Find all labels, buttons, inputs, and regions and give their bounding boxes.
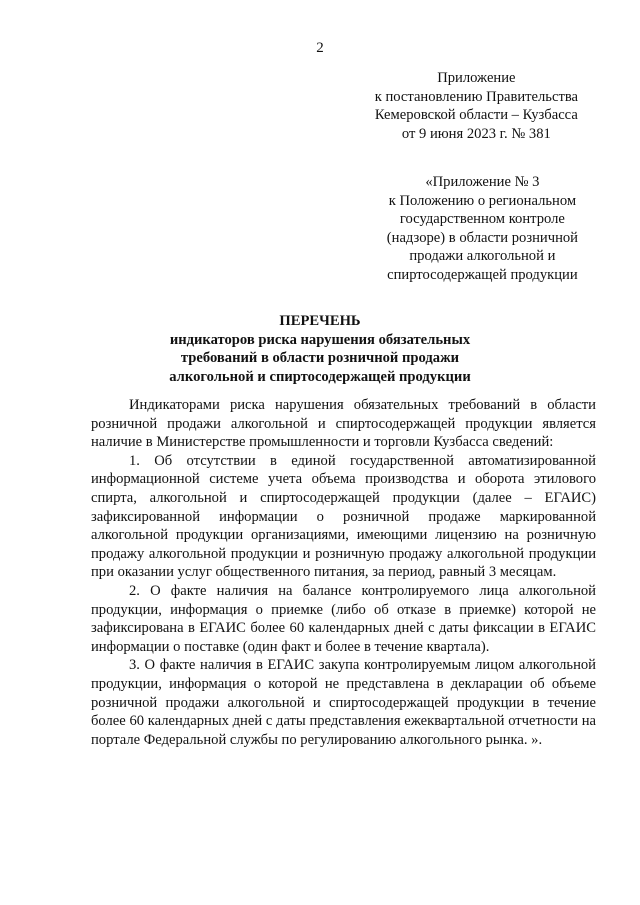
body-paragraph-intro: Индикаторами риска нарушения обязательных требований в области розничной продажи алкогольной и спиртосодержащей продукции является наличие в Министерстве промышленности и торговли Кузбасса сведений:: [91, 397, 596, 451]
appendix-reference-line: «Приложение № 3: [425, 174, 540, 190]
document-title: [0, 312, 640, 386]
title-line: требований в области розничной продажи: [180, 350, 460, 367]
appendix-reference-line: государственном контроле: [399, 211, 565, 228]
appendix-reference-line: к Положению о региональном: [388, 192, 577, 209]
document-body: [91, 396, 596, 749]
attachment-header: [375, 69, 578, 143]
attachment-header-line: от 9 июня 2023 г. № 381: [401, 125, 551, 142]
title-line: индикаторов риска нарушения обязательных: [169, 331, 471, 348]
title-heading: ПЕРЕЧЕНЬ: [279, 313, 361, 329]
attachment-header-line: к постановлению Правительства: [374, 88, 578, 105]
attachment-header-line: Приложение: [437, 70, 516, 86]
appendix-reference-line: спиртосодержащей продукции: [387, 266, 578, 283]
appendix-reference: [387, 173, 578, 285]
appendix-reference-line: продажи алкогольной и: [409, 248, 556, 265]
title-line: алкогольной и спиртосодержащей продукции: [169, 368, 471, 385]
page-number: 2: [316, 40, 324, 56]
attachment-header-line: Кемеровской области – Кузбасса: [374, 107, 578, 124]
body-paragraph-item-2: 2. О факте наличия на балансе контролируемого лица алкогольной продукции, информация о приемке (либо об отказе в приемке) которой не зафиксирована в ЕГАИС более 60 календарных дней с даты фиксации в ЕГАИС информации о поставке (один факт и более в течение квартала).: [91, 582, 596, 655]
body-paragraph-item-1: 1. Об отсутствии в единой государственной автоматизированной информационной системе учета объема производства и оборота этилового спирта, алкогольной и спиртосодержащей продукции (далее – ЕГАИС) зафиксированной информации о розничной продаже маркированной алкогольной продукции организациями, имеющими лицензию на розничную продажу алкогольной продукции и розничную продажу алкогольной продукции при оказании услуг общественного питания, за период, равный 3 месяцам.: [91, 452, 596, 581]
body-paragraph-item-3: 3. О факте наличия в ЕГАИС закупа контролируемым лицом алкогольной продукции, информация о которой не представлена в декларации об объеме розничной продажи алкогольной и спиртосодержащей продукции в течение более 60 календарных дней с даты представления ежеквартальной отчетности на портале Федеральной службы по регулированию алкогольного рынка. ».: [91, 657, 596, 748]
appendix-reference-line: (надзоре) в области розничной: [386, 229, 578, 246]
